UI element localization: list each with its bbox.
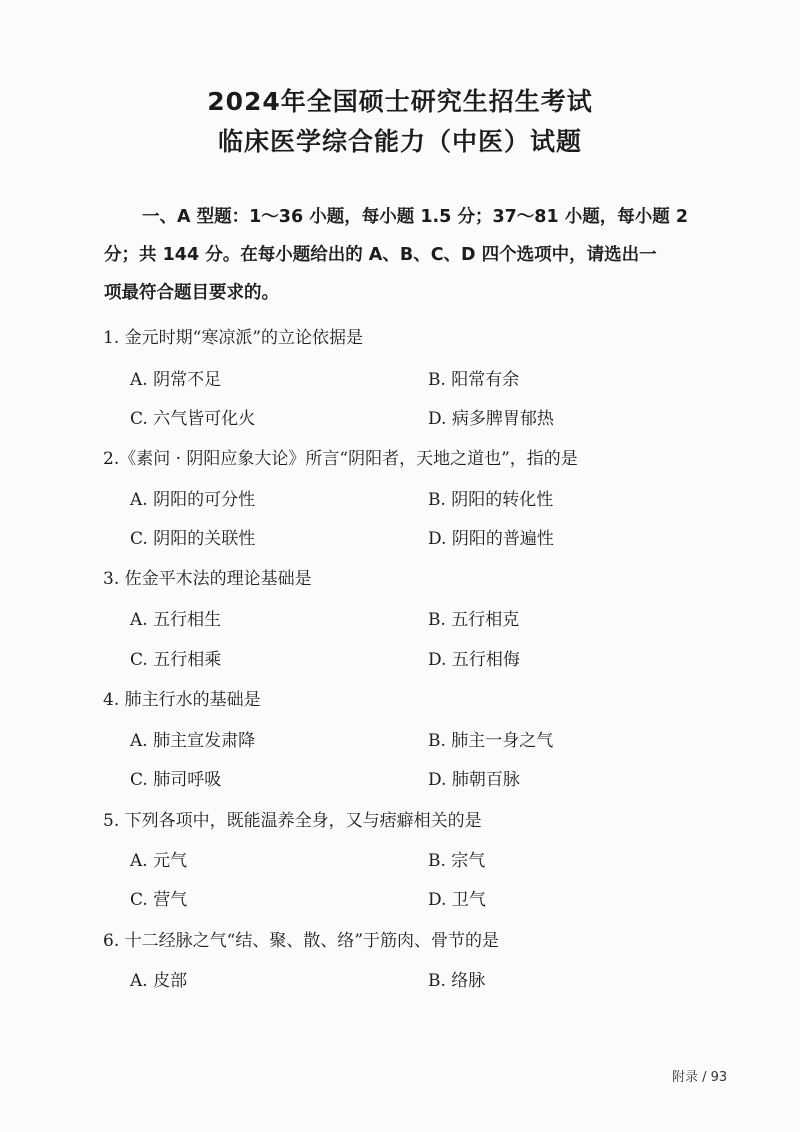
question-5-stem: 5. 下列各项中，既能温养全身，又与痞癖相关的是 [103,811,482,831]
question-2-stem: 2.《素问 · 阴阳应象大论》所言“阴阳者，天地之道也”，指的是 [103,449,578,469]
question-3-option-d: D. 五行相侮 [428,650,520,670]
question-1-option-c: C. 六气皆可化火 [130,409,256,429]
question-6-stem: 6. 十二经脉之气“结、聚、散、络”于筋肉、骨节的是 [103,931,500,951]
question-4-stem: 4. 肺主行水的基础是 [103,690,261,710]
question-1-stem: 1. 金元时期“寒凉派”的立论依据是 [103,328,364,348]
exam-subtitle: 临床医学综合能力（中医）试题 [217,127,582,156]
question-1-option-a: A. 阴常不足 [130,370,222,390]
question-4-option-d: D. 肺朝百脉 [428,770,520,790]
exam-title: 2024年全国硕士研究生招生考试 [207,87,593,116]
question-5-option-c: C. 营气 [130,890,188,910]
question-3-option-c: C. 五行相乘 [130,650,222,670]
question-3-option-a: A. 五行相生 [130,610,222,630]
question-5-option-b: B. 宗气 [428,851,486,871]
instructions-line-2: 分；共 144 分。在每小题给出的 A、B、C、D 四个选项中，请选出一 [104,245,657,265]
question-2-option-d: D. 阴阳的普遍性 [428,529,554,549]
question-2-option-b: B. 阴阳的转化性 [428,490,554,510]
question-4-option-c: C. 肺司呼吸 [130,770,222,790]
question-6-option-a: A. 皮部 [130,971,188,991]
question-5-option-d: D. 卫气 [428,890,486,910]
question-1-option-d: D. 病多脾胃郁热 [428,409,554,429]
question-4-option-b: B. 肺主一身之气 [428,731,554,751]
question-3-stem: 3. 佐金平木法的理论基础是 [103,569,312,589]
question-6-option-b: B. 络脉 [428,971,486,991]
question-1-option-b: B. 阳常有余 [428,370,520,390]
question-4-option-a: A. 肺主宣发肃降 [130,731,256,751]
page-footer: 附录 / 93 [672,1070,728,1085]
question-5-option-a: A. 元气 [130,851,188,871]
question-2-option-a: A. 阴阳的可分性 [130,490,256,510]
question-3-option-b: B. 五行相克 [428,610,520,630]
instructions-line-1: 一、A 型题：1～36 小题，每小题 1.5 分；37～81 小题，每小题 2 [142,207,689,227]
question-2-option-c: C. 阴阳的关联性 [130,529,256,549]
instructions-line-3: 项最符合题目要求的。 [104,283,279,303]
